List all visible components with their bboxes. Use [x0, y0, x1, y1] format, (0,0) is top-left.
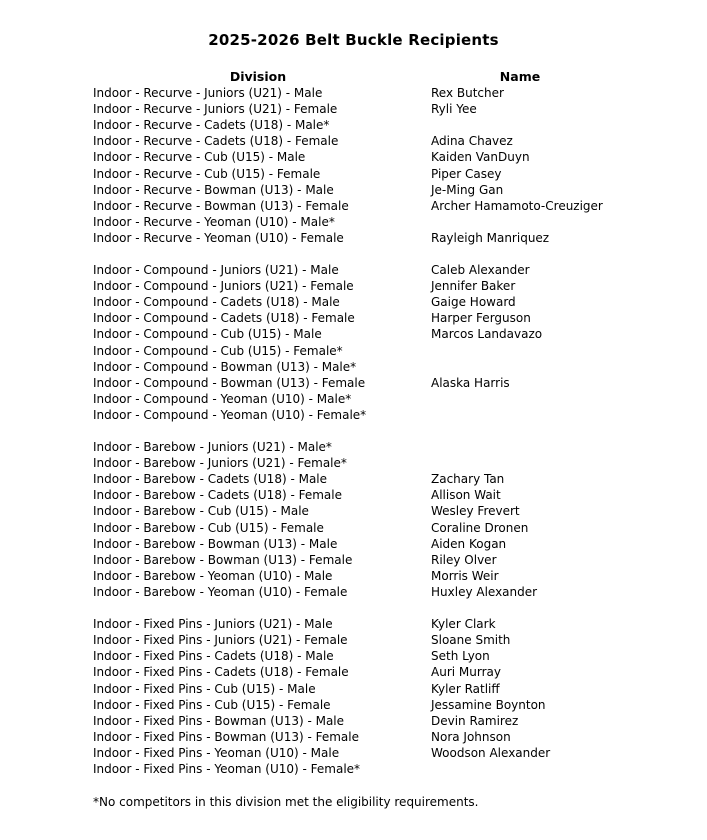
table-row — [90, 616, 614, 632]
division-cell: Indoor - Fixed Pins - Juniors (U21) - Female — [93, 633, 348, 648]
table-row — [90, 214, 614, 230]
division-cell: Indoor - Fixed Pins - Cadets (U18) - Female — [93, 665, 349, 680]
division-cell: Indoor - Barebow - Bowman (U13) - Male — [93, 536, 338, 551]
division-cell: Indoor - Fixed Pins - Yeoman (U10) - Male — [93, 745, 340, 760]
recipient-name-cell: Kaiden VanDuyn — [431, 150, 530, 165]
division-cell: Indoor - Compound - Juniors (U21) - Female — [93, 279, 354, 294]
recipient-name-cell — [426, 439, 614, 455]
division-cell: Indoor - Compound - Bowman (U13) - Male* — [93, 359, 357, 374]
division-cell: Indoor - Recurve - Yeoman (U10) - Female — [93, 230, 344, 245]
table-row — [90, 584, 614, 600]
table-row — [90, 713, 614, 729]
recipient-name-cell: Piper Casey — [431, 166, 502, 181]
spacer-cell — [90, 600, 614, 616]
division-cell: Indoor - Recurve - Cadets (U18) - Female — [93, 134, 339, 149]
division-cell: Indoor - Recurve - Cub (U15) - Female — [93, 166, 321, 181]
name-column-header: Name — [499, 69, 541, 84]
division-cell: Indoor - Barebow - Cadets (U18) - Male — [93, 472, 328, 487]
table-row — [90, 520, 614, 536]
division-cell: Indoor - Recurve - Cub (U15) - Male — [93, 150, 306, 165]
recipient-name-cell: Adina Chavez — [431, 134, 513, 149]
recipient-name-cell — [426, 391, 614, 407]
division-cell: Indoor - Fixed Pins - Cub (U15) - Female — [93, 697, 331, 712]
group-spacer-row — [90, 600, 614, 616]
division-column-header: Division — [229, 69, 287, 84]
division-cell: Indoor - Barebow - Juniors (U21) - Female* — [93, 456, 347, 471]
table-row — [90, 536, 614, 552]
recipient-name-cell: Je-Ming Gan — [431, 182, 504, 197]
recipients-table — [90, 68, 614, 777]
recipient-name-cell: Marcos Landavazo — [431, 327, 543, 342]
table-row — [90, 455, 614, 471]
recipient-name-cell: Harper Ferguson — [431, 311, 531, 326]
table-row — [90, 278, 614, 294]
table-row — [90, 664, 614, 680]
division-cell: Indoor - Compound - Cub (U15) - Female* — [93, 343, 343, 358]
division-cell: Indoor - Compound - Cub (U15) - Male — [93, 327, 322, 342]
table-row — [90, 632, 614, 648]
division-cell: Indoor - Recurve - Cadets (U18) - Male* — [93, 118, 330, 133]
recipient-name-cell: Riley Olver — [431, 552, 497, 567]
table-row — [90, 729, 614, 745]
division-cell: Indoor - Recurve - Juniors (U21) - Male — [93, 86, 323, 101]
division-cell: Indoor - Compound - Cadets (U18) - Male — [93, 295, 340, 310]
division-cell: Indoor - Barebow - Bowman (U13) - Female — [93, 552, 353, 567]
division-cell: Indoor - Recurve - Bowman (U13) - Male — [93, 182, 334, 197]
recipient-name-cell: Rayleigh Manriquez — [431, 230, 550, 245]
table-row — [90, 487, 614, 503]
recipient-name-cell — [426, 214, 614, 230]
table-row — [90, 648, 614, 664]
table-row — [90, 697, 614, 713]
table-row — [90, 182, 614, 198]
division-cell: Indoor - Recurve - Yeoman (U10) - Male* — [93, 214, 335, 229]
division-cell: Indoor - Fixed Pins - Bowman (U13) - Male — [93, 713, 345, 728]
recipient-name-cell: Sloane Smith — [431, 633, 511, 648]
recipient-name-cell: Seth Lyon — [431, 649, 490, 664]
table-row — [90, 101, 614, 117]
recipient-name-cell: Jessamine Boynton — [431, 697, 546, 712]
table-row — [90, 391, 614, 407]
recipient-name-cell — [426, 407, 614, 423]
recipient-name-cell — [426, 455, 614, 471]
group-spacer-row — [90, 246, 614, 262]
division-cell: Indoor - Compound - Yeoman (U10) - Female* — [93, 407, 367, 422]
table-row — [90, 471, 614, 487]
division-cell: Indoor - Fixed Pins - Juniors (U21) - Male — [93, 617, 333, 632]
recipient-name-cell: Devin Ramirez — [431, 713, 519, 728]
table-row — [90, 85, 614, 101]
recipient-name-cell: Morris Weir — [431, 568, 499, 583]
recipient-name-cell: Alaska Harris — [431, 375, 510, 390]
recipient-name-cell: Ryli Yee — [431, 102, 477, 117]
table-row — [90, 294, 614, 310]
table-row — [90, 117, 614, 133]
group-spacer-row — [90, 423, 614, 439]
recipient-name-cell: Archer Hamamoto-Creuziger — [431, 198, 603, 213]
recipient-name-cell: Aiden Kogan — [431, 536, 507, 551]
table-row — [90, 310, 614, 326]
division-cell: Indoor - Fixed Pins - Bowman (U13) - Female — [93, 729, 359, 744]
recipient-name-cell: Kyler Clark — [431, 617, 496, 632]
recipient-name-cell: Nora Johnson — [431, 729, 511, 744]
table-body — [90, 85, 614, 777]
table-row — [90, 198, 614, 214]
table-row — [90, 761, 614, 777]
recipient-name-cell — [426, 359, 614, 375]
table-row — [90, 552, 614, 568]
division-cell: Indoor - Barebow - Juniors (U21) - Male* — [93, 440, 332, 455]
recipient-name-cell — [426, 117, 614, 133]
table-row — [90, 503, 614, 519]
division-cell: Indoor - Compound - Juniors (U21) - Male — [93, 263, 339, 278]
recipient-name-cell: Allison Wait — [431, 488, 501, 503]
table-row — [90, 149, 614, 165]
division-cell: Indoor - Compound - Bowman (U13) - Female — [93, 375, 366, 390]
spacer-cell — [90, 246, 614, 262]
table-row — [90, 359, 614, 375]
table-row — [90, 375, 614, 391]
recipient-name-cell: Woodson Alexander — [431, 745, 551, 760]
table-row — [90, 230, 614, 246]
page-title: 2025-2026 Belt Buckle Recipients — [208, 31, 499, 49]
division-cell: Indoor - Barebow - Yeoman (U10) - Female — [93, 584, 348, 599]
division-cell: Indoor - Fixed Pins - Cub (U15) - Male — [93, 681, 316, 696]
recipient-name-cell: Caleb Alexander — [431, 263, 530, 278]
division-cell: Indoor - Recurve - Bowman (U13) - Female — [93, 198, 349, 213]
spacer-cell — [90, 423, 614, 439]
division-cell: Indoor - Recurve - Juniors (U21) - Female — [93, 102, 338, 117]
division-cell: Indoor - Barebow - Cub (U15) - Male — [93, 504, 309, 519]
recipient-name-cell: Kyler Ratliff — [431, 681, 500, 696]
footnote: *No competitors in this division met the eligibility requirements. — [93, 795, 479, 809]
table-row — [90, 745, 614, 761]
recipient-name-cell: Auri Murray — [431, 665, 501, 680]
division-cell: Indoor - Fixed Pins - Yeoman (U10) - Female* — [93, 761, 361, 776]
recipient-name-cell: Rex Butcher — [431, 86, 504, 101]
recipient-name-cell: Huxley Alexander — [431, 584, 538, 599]
division-cell: Indoor - Compound - Yeoman (U10) - Male* — [93, 391, 352, 406]
table-row — [90, 568, 614, 584]
division-cell: Indoor - Barebow - Cadets (U18) - Female — [93, 488, 342, 503]
table-header-row — [90, 68, 614, 85]
division-cell: Indoor - Barebow - Yeoman (U10) - Male — [93, 568, 333, 583]
division-cell: Indoor - Fixed Pins - Cadets (U18) - Male — [93, 649, 334, 664]
table-row — [90, 343, 614, 359]
table-row — [90, 326, 614, 342]
table-row — [90, 407, 614, 423]
recipient-name-cell — [426, 761, 614, 777]
table-row — [90, 165, 614, 181]
recipient-name-cell: Coraline Dronen — [431, 520, 529, 535]
table-row — [90, 439, 614, 455]
table-row — [90, 680, 614, 696]
recipient-name-cell: Wesley Frevert — [431, 504, 520, 519]
table-row — [90, 133, 614, 149]
recipient-name-cell: Zachary Tan — [431, 472, 505, 487]
recipient-name-cell — [426, 343, 614, 359]
division-cell: Indoor - Compound - Cadets (U18) - Female — [93, 311, 355, 326]
division-cell: Indoor - Barebow - Cub (U15) - Female — [93, 520, 324, 535]
recipient-name-cell: Jennifer Baker — [431, 279, 516, 294]
recipient-name-cell: Gaige Howard — [431, 295, 516, 310]
table-row — [90, 262, 614, 278]
